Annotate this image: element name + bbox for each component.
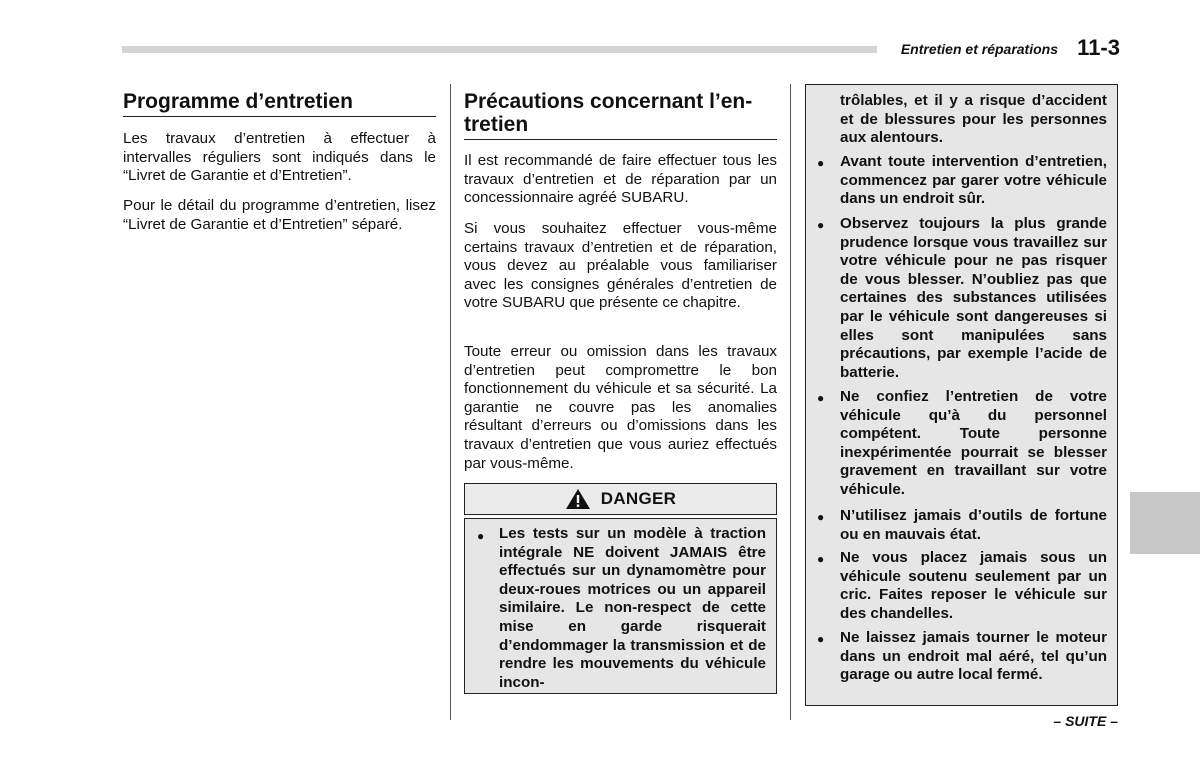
bullet-dot: ● bbox=[817, 218, 825, 232]
heading-precautions-line2: tretien bbox=[464, 113, 529, 136]
danger-continued-text: trôlables, et il y a risque d’accident et de blessures pour les personnes aux alentours. bbox=[840, 92, 1107, 147]
chapter-tab bbox=[1130, 492, 1200, 554]
paragraph-recommendation: Il est recommandé de faire effectuer tous les travaux d’entretien et de réparation par un concessionnaire agréé SUBARU. bbox=[464, 152, 777, 207]
danger-label: DANGER bbox=[600, 489, 677, 508]
paragraph-errors: Toute erreur ou omission dans les travaux d’entretien peut compromettre le bon fonctionnement du véhicule et sa sécurité. La garantie ne couvre pas les anomalies résultant d’erreurs ou d’omissions dans les travaux d’entretien que vous auriez effectués par vous-même. bbox=[464, 343, 777, 472]
heading-precautions-line1: Précautions concernant l’en- bbox=[464, 90, 753, 113]
bullet-dot: ● bbox=[817, 510, 825, 524]
warning-triangle-icon bbox=[565, 488, 591, 510]
bullet-dot: ● bbox=[817, 156, 825, 170]
danger-header bbox=[464, 483, 777, 515]
bullet-dot: ● bbox=[817, 552, 825, 566]
bullet-jack: Ne vous placez jamais sous un véhicule soutenu seulement par un cric. Faites reposer le véhicule sur des chandelles. bbox=[840, 549, 1107, 622]
header-rule bbox=[122, 46, 877, 53]
column-divider-1 bbox=[450, 84, 451, 720]
paragraph-details: Pour le détail du programme d’entretien, lisez “Livret de Garantie et d’Entretien” séparé. bbox=[123, 197, 436, 233]
section-title: Entretien et réparations bbox=[900, 41, 1058, 57]
heading-programme-entretien: Programme d’entretien bbox=[123, 90, 436, 117]
bullet-caution: Observez toujours la plus grande prudence lorsque vous travaillez sur votre véhicule pour ne pas risquer de vous blesser. N’oubliez pas que certaines des substances utilisées par le véhicule sont dangereuses si elles sont manipulées sans précautions, par exemple l’acide de batterie. bbox=[840, 215, 1107, 381]
danger-box-continued bbox=[805, 84, 1118, 706]
paragraph-self-maintenance: Si vous souhaitez effectuer vous-même certains travaux d’entretien et de réparation, vous devez au préalable vous familiariser avec les consignes générales d’entretien de votre SUBARU que présente ce chapitre. bbox=[464, 220, 777, 312]
bullet-ventilation: Ne laissez jamais tourner le moteur dans un endroit mal aéré, tel qu’un garage ou autre local fermé. bbox=[840, 629, 1107, 684]
column-divider-2 bbox=[790, 84, 791, 720]
bullet-dot: ● bbox=[477, 529, 485, 543]
page-number: 11-3 bbox=[1077, 35, 1120, 60]
bullet-park-safely: Avant toute intervention d’entretien, commencez par garer votre véhicule dans un endroit sûr. bbox=[840, 153, 1107, 208]
danger-box bbox=[464, 518, 777, 694]
danger-bullet-dynamometer: Les tests sur un modèle à traction intégrale NE doivent JAMAIS être effectués sur un dynamomètre pour deux-roues motrices ou un appareil similaire. Le non-respect de cette mise en garde risquerait d’endommager la transmission et de rendre les mouvements du véhicule incon- bbox=[499, 525, 766, 691]
bullet-tools: N’utilisez jamais d’outils de fortune ou en mauvais état. bbox=[840, 507, 1107, 543]
bullet-dot: ● bbox=[817, 391, 825, 405]
heading-precautions bbox=[464, 90, 777, 140]
paragraph-intervals: Les travaux d’entretien à effectuer à intervalles réguliers sont indiqués dans le “Livret de Garantie et d’Entretien”. bbox=[123, 130, 436, 185]
bullet-qualified-staff: Ne confiez l’entretien de votre véhicule qu’à du personnel compétent. Toute personne inexpérimentée pourrait se blesser gravement en travaillant sur votre véhicule. bbox=[840, 388, 1107, 498]
continued-marker: – SUITE – bbox=[1053, 713, 1118, 729]
bullet-dot: ● bbox=[817, 632, 825, 646]
